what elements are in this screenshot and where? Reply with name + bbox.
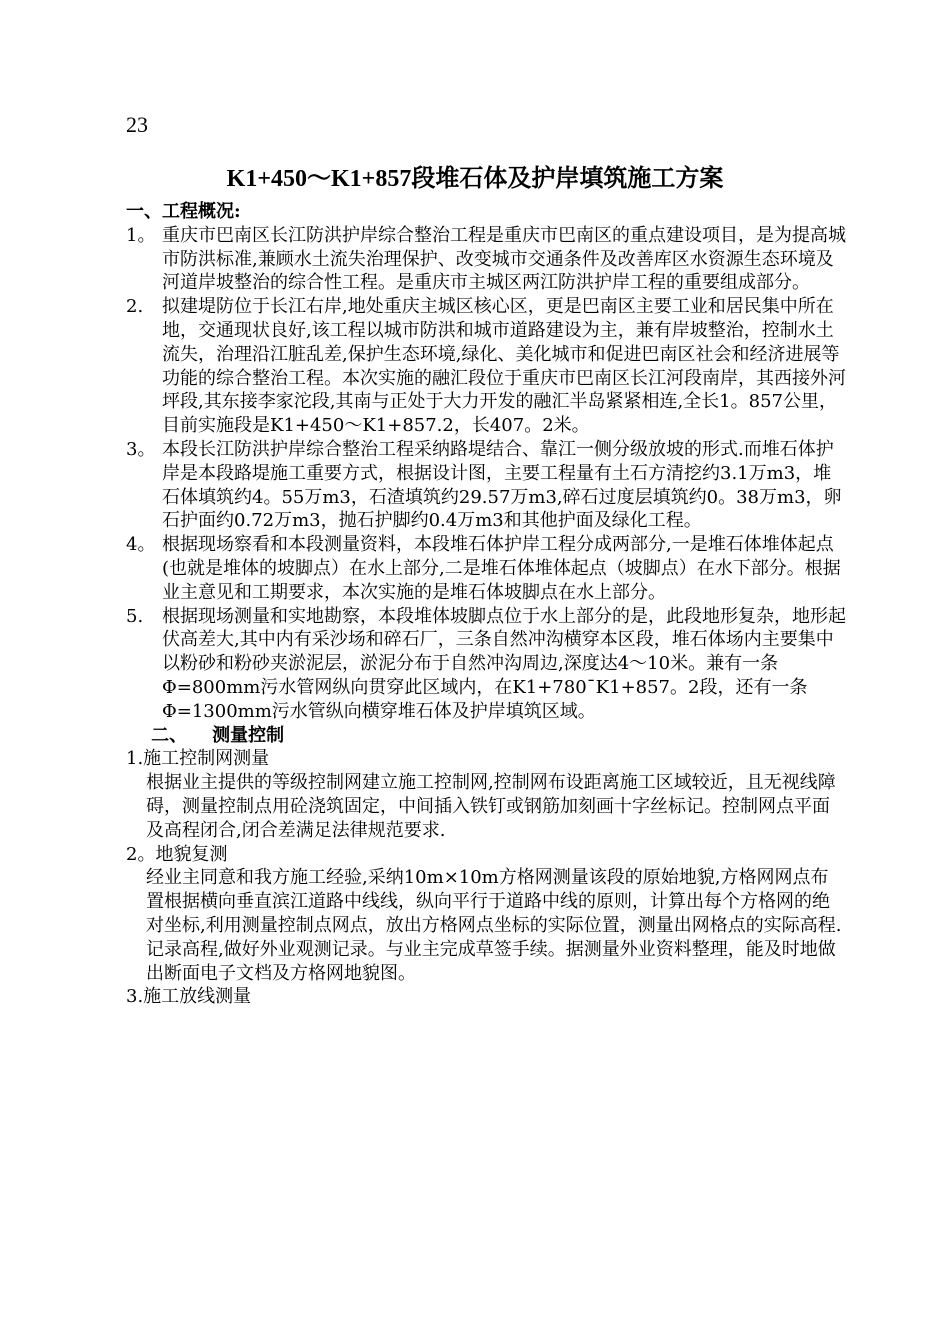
item-text: 重庆市巴南区长江防洪护岸综合整治工程是重庆市巴南区的重点建设项目，是为提高城市防洪标准,兼顾水土流失治理保护、改变城市交通条件及改善库区水资源生态环境及河道岸坡整治的综合性工程。是重庆市主城区两江防洪护岸工程的重要组成部分。 <box>162 224 846 294</box>
item-text: 拟建堤防位于长江右岸,地处重庆主城区核心区，更是巴南区主要工业和居民集中所在地，交通现状良好,该工程以城市防洪和城市道路建设为主，兼有岸坡整治，控制水土流失，治理沿江脏乱差,保护生态环境,绿化、美化城市和促进巴南区社会和经济进展等功能的综合整治工程。本次实施的融汇段位于重庆市巴南区长江河段南岸，其西接外河坪段,其东接李家沱段,其南与正处于大力开发的融汇半岛紧紧相连,全长1。857公里，目前实施段是K1+450～K1+857.2，长407。2米。 <box>162 296 846 437</box>
subsection <box>126 843 846 986</box>
item-text: 根据现场察看和本段测量资料，本段堆石体护岸工程分成两部分,一是堆石体堆体起点(也就是堆体的坡脚点）在水上部分,二是堆石体堆体起点（坡脚点）在水下部分。根据业主意见和工期要求，本次实施的是堆石体坡脚点在水上部分。 <box>162 534 841 603</box>
document-body <box>126 200 846 1009</box>
document-title: K1+450～K1+857段堆石体及护岸填筑施工方案 <box>226 166 724 192</box>
item-text: 本段长江防洪护岸综合整治工程采纳路堤结合、靠江一侧分级放坡的形式.而堆石体护岸是本段路堤施工重要方式，根据设计图，主要工程量有土石方清挖约3.1万m3，堆石体填筑约4。55万m3，石渣填筑约29.57万m3,碎石过度层填筑约0。38万m3，卵石护面约0.72万m3，抛石护脚约0.4万m3和其他护面及绿化工程。 <box>162 438 842 532</box>
list-item <box>126 295 846 438</box>
item-number: 5. <box>126 605 144 627</box>
section-2-heading: 二、 测量控制 <box>126 724 285 746</box>
subsection-text: 经业主同意和我方施工经验,采纳10m×10m方格网测量该段的原始地貌,方格网网点布置根据横向垂直滨江道路中线线，纵向平行于道路中线的原则，计算出每个方格网的绝对坐标,利用测量控制点网点，放出方格网点坐标的实际位置，测量出网格点的实际高程.记录高程,做好外业观测记录。与业主完成草签手续。据测量外业资料整理，能及时地做出断面电子文档及方格网地貌图。 <box>146 867 842 984</box>
subsection-label: 2。地貌复测 <box>126 843 228 865</box>
list-item <box>126 224 846 295</box>
item-number: 2. <box>126 296 144 318</box>
subsection <box>126 747 846 842</box>
list-item <box>126 438 846 533</box>
page-number: 23 <box>126 112 148 137</box>
item-number: 3。 <box>126 438 156 460</box>
list-item <box>126 605 846 724</box>
subsection-label: 1.施工控制网测量 <box>126 748 270 770</box>
subsection-text: 根据业主提供的等级控制网建立施工控制网,控制网布设距离施工区域较近，且无视线障碍，测量控制点用砼浇筑固定，中间插入铁钉或钢筋加刻画十字丝标记。控制网点平面及高程闭合,闭合差满足法律规范要求. <box>146 772 836 841</box>
section-1-heading: 一、工程概况: <box>126 201 241 222</box>
item-number: 1。 <box>126 224 156 246</box>
list-item <box>126 533 846 604</box>
subsection <box>126 985 846 1009</box>
item-text: 根据现场测量和实地勘察，本段堆体坡脚点位于水上部分的是，此段地形复杂，地形起伏高差大,其中内有采沙场和碎石厂，三条自然冲沟横穿本区段，堆石体场内主要集中以粉砂和粉砂夹淤泥层，淤泥分布于自然冲沟周边,深度达4～10米。兼有一条Φ=800mm污水管网纵向贯穿此区域内，在K1+780¯K1+857。2段，还有一条Φ=1300mm污水管纵向横穿堆石体及护岸填筑区域。 <box>162 605 846 722</box>
item-number: 4。 <box>126 534 156 556</box>
subsection-label: 3.施工放线测量 <box>126 986 252 1008</box>
